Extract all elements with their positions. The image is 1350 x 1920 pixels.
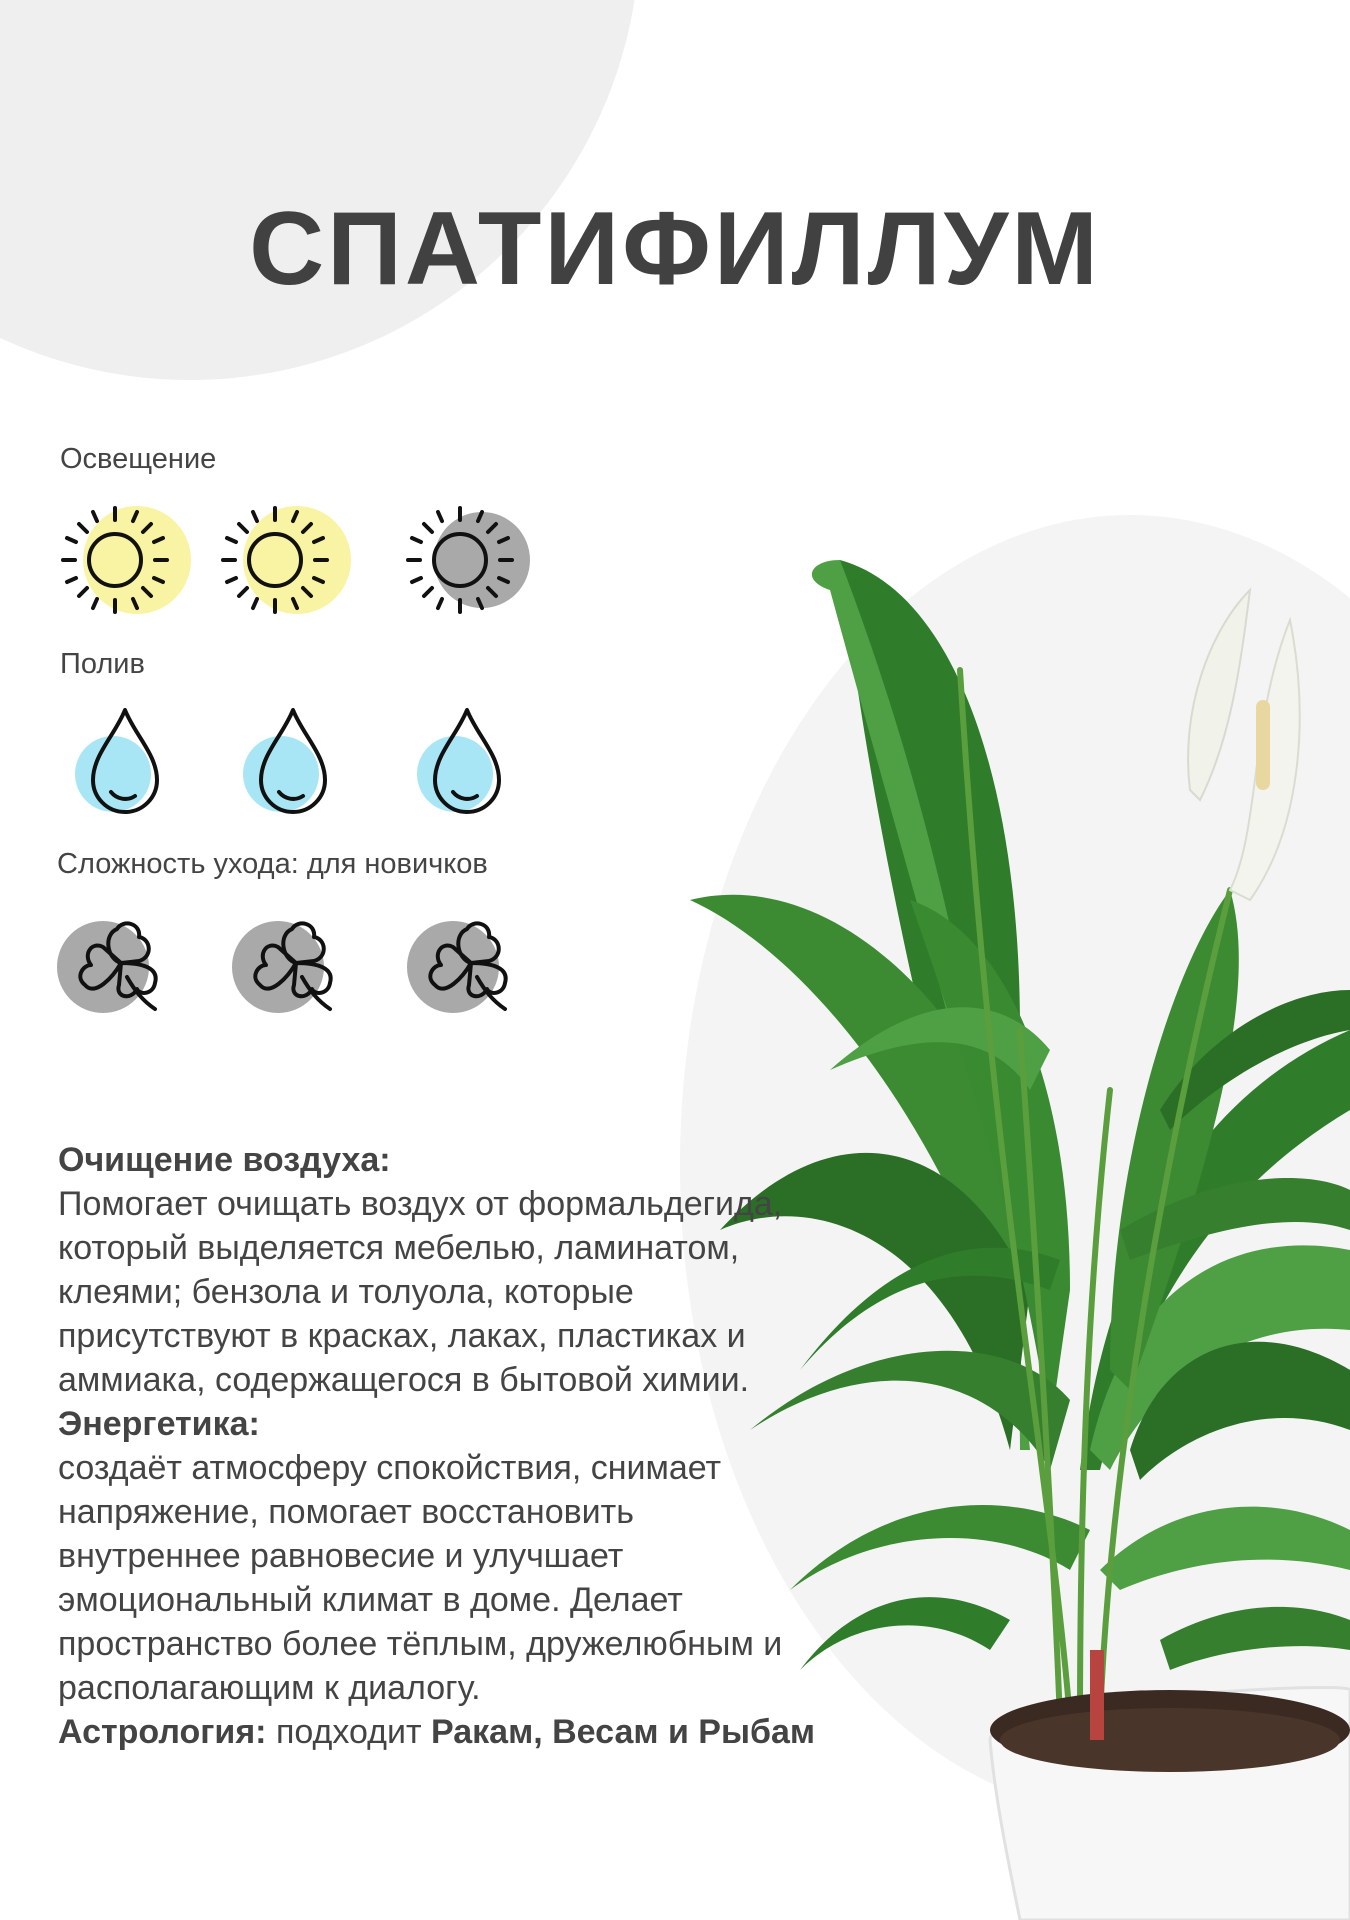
astro-line [58, 1710, 958, 1754]
astro-signs: Ракам, Весам и Рыбам [431, 1713, 816, 1751]
air-line: аммиака, содержащегося в бытовой химии. [58, 1361, 750, 1399]
clover-icon [405, 905, 545, 1025]
care-icons [55, 905, 555, 1025]
energy-line: пространство более тёплым, дружелюбным и [58, 1625, 783, 1663]
energy-line: эмоциональный климат в доме. Делает [58, 1581, 683, 1619]
air-line: клеями; бензола и толуола, которые [58, 1273, 634, 1311]
lighting-icons [55, 500, 555, 620]
air-line: Помогает очищать воздух от формальдегида, [58, 1185, 783, 1223]
sun-half-gray-icon [400, 500, 540, 620]
water-drop-icon [407, 700, 547, 820]
watering-icons [55, 700, 555, 820]
page-title: СПАТИФИЛЛУМ [249, 191, 1101, 307]
sun-half-yellow-icon [55, 500, 195, 620]
water-drop-icon [233, 700, 373, 820]
energy-line: располагающим к диалогу. [58, 1669, 481, 1707]
energy-heading: Энергетика: [58, 1405, 260, 1443]
astro-middle: подходит [266, 1713, 431, 1751]
lighting-label: Освещение [60, 443, 217, 475]
air-line: присутствуют в красках, лаках, пластиках и [58, 1317, 746, 1355]
energy-line: создаёт атмосферу спокойствия, снимает [58, 1449, 722, 1487]
air-line: который выделяется мебелью, ламинатом, [58, 1229, 740, 1267]
clover-icon [230, 905, 370, 1025]
energy-line: напряжение, помогает восстановить [58, 1493, 634, 1531]
description-text [58, 1138, 958, 1754]
watering-label: Полив [60, 648, 145, 680]
care-label: Сложность ухода: для новичков [57, 848, 488, 880]
sun-half-yellow-icon [215, 500, 355, 620]
energy-line: внутреннее равновесие и улучшает [58, 1537, 624, 1575]
water-drop-icon [65, 700, 205, 820]
air-heading: Очищение воздуха: [58, 1141, 391, 1179]
clover-icon [55, 905, 195, 1025]
astro-heading: Астрология: [58, 1713, 267, 1751]
